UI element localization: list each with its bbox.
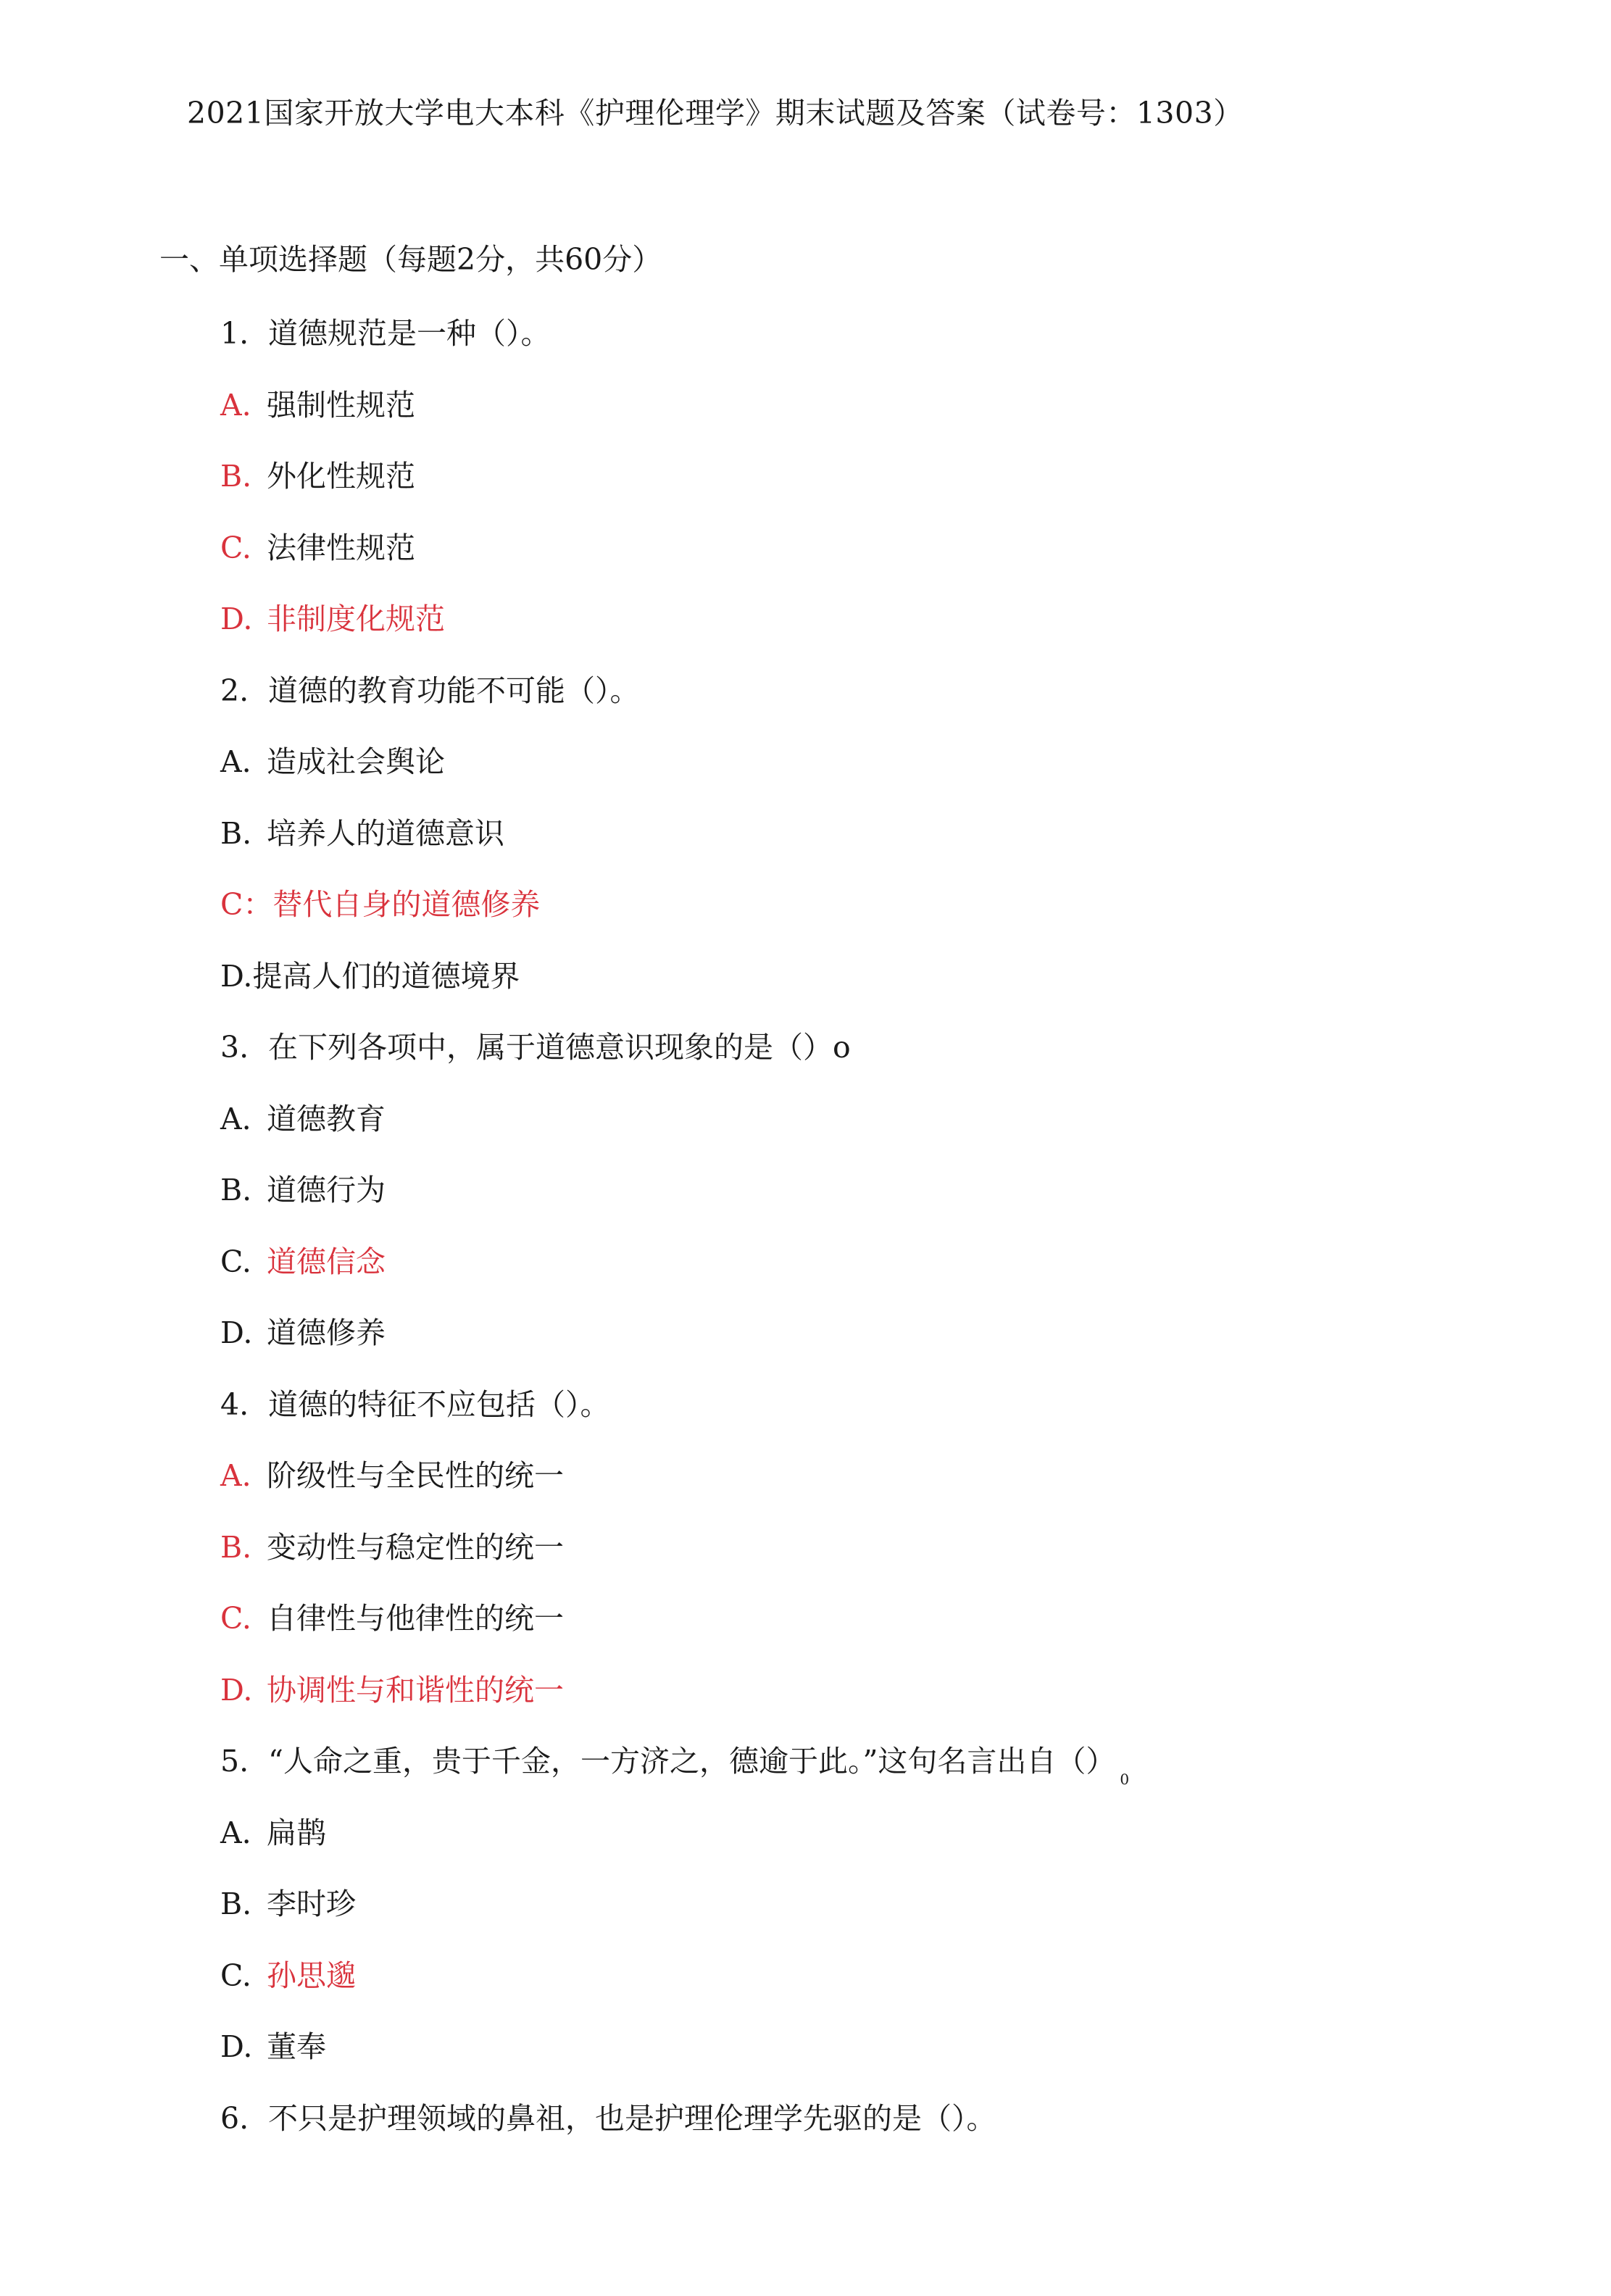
option-text: 非制度化规范 xyxy=(267,602,445,636)
question-number: 6. xyxy=(220,2100,249,2136)
question-5 xyxy=(220,1741,1583,1813)
option-4a xyxy=(220,1455,1583,1527)
option-1b xyxy=(220,456,1583,528)
option-label: C. xyxy=(220,530,251,565)
option-text: 李时珍 xyxy=(267,1887,356,1921)
option-label: B. xyxy=(220,1887,252,1921)
question-stem: 在下列各项中，属于道德意识现象的是（）o xyxy=(268,1030,851,1065)
option-text: 道德信念 xyxy=(267,1244,386,1279)
question-number: 1. xyxy=(220,316,249,351)
question-1 xyxy=(220,313,1583,385)
option-2b xyxy=(220,813,1583,885)
option-3c-answer xyxy=(220,1241,1583,1313)
option-5d xyxy=(220,2026,1583,2098)
option-text: 造成社会舆论 xyxy=(267,744,445,779)
option-text: 道德行为 xyxy=(267,1173,386,1207)
question-number: 4. xyxy=(220,1386,249,1422)
question-number: 2. xyxy=(220,673,249,708)
option-label: A. xyxy=(220,1815,251,1850)
question-list xyxy=(220,313,1583,2169)
option-text: 替代自身的道德修养 xyxy=(272,887,541,922)
question-number: 5. xyxy=(220,1744,249,1779)
option-text: 阶级性与全民性的统一 xyxy=(267,1458,564,1493)
option-text: 扁鹊 xyxy=(267,1815,326,1850)
option-label: A. xyxy=(220,1101,251,1136)
option-3d xyxy=(220,1313,1583,1384)
option-label: D. xyxy=(220,1672,253,1708)
option-label: A. xyxy=(220,1458,251,1493)
option-text: 变动性与稳定性的统一 xyxy=(267,1529,564,1565)
option-text: 提高人们的道德境界 xyxy=(252,958,520,994)
option-label: D. xyxy=(220,602,253,636)
option-label: C： xyxy=(220,887,273,922)
option-4c xyxy=(220,1598,1583,1670)
option-text: 培养人的道德意识 xyxy=(267,815,504,851)
question-stem: 道德的教育功能不可能（）。 xyxy=(268,673,640,708)
option-label: B. xyxy=(220,1173,252,1207)
option-4d-answer xyxy=(220,1670,1583,1742)
option-3a xyxy=(220,1099,1583,1170)
option-1a xyxy=(220,385,1583,457)
question-4 xyxy=(220,1384,1583,1456)
option-text: 道德教育 xyxy=(267,1101,386,1136)
question-6 xyxy=(220,2098,1583,2170)
stem-tail-mark: 0 xyxy=(1120,1771,1130,1788)
option-label: A. xyxy=(220,387,251,423)
question-3 xyxy=(220,1027,1583,1099)
option-label: C. xyxy=(220,1958,251,1993)
option-2a xyxy=(220,741,1583,813)
option-text: 董奉 xyxy=(267,2029,326,2064)
option-2d xyxy=(220,956,1583,1028)
option-1d-answer xyxy=(220,599,1583,670)
option-5a xyxy=(220,1813,1583,1884)
question-stem: 道德规范是一种（）。 xyxy=(268,316,551,351)
option-label: A. xyxy=(220,744,251,779)
document-title: 2021国家开放大学电大本科《护理伦理学》期末试题及答案（试卷号：1303） xyxy=(187,96,1244,130)
option-4b xyxy=(220,1527,1583,1599)
question-stem: “人命之重，贵于千金，一方济之，德逾于此。”这句名言出自（） xyxy=(268,1744,1116,1779)
option-5c-answer xyxy=(220,1955,1583,2027)
section-heading: 一、单项选择题（每题2分，共60分） xyxy=(159,242,662,277)
question-stem: 道德的特征不应包括（）。 xyxy=(268,1386,610,1422)
option-text: 孙思邈 xyxy=(267,1958,356,1993)
option-text: 法律性规范 xyxy=(267,530,415,565)
question-number: 3. xyxy=(220,1030,249,1065)
option-text: 强制性规范 xyxy=(267,387,415,423)
option-label: B. xyxy=(220,459,252,494)
option-label: D. xyxy=(220,958,253,994)
option-text: 协调性与和谐性的统一 xyxy=(267,1672,564,1708)
option-label: D. xyxy=(220,1315,253,1350)
option-1c xyxy=(220,528,1583,599)
question-2 xyxy=(220,670,1583,742)
option-5b xyxy=(220,1884,1583,1955)
option-label: C. xyxy=(220,1601,251,1636)
option-3b xyxy=(220,1170,1583,1241)
option-label: C. xyxy=(220,1244,251,1279)
option-text: 外化性规范 xyxy=(267,459,415,494)
option-2c-answer xyxy=(220,884,1583,956)
option-label: D. xyxy=(220,2029,253,2064)
question-stem: 不只是护理领域的鼻祖，也是护理伦理学先驱的是（）。 xyxy=(268,2100,996,2136)
option-text: 道德修养 xyxy=(267,1315,386,1350)
option-text: 自律性与他律性的统一 xyxy=(267,1601,564,1636)
option-label: B. xyxy=(220,1529,252,1565)
option-label: B. xyxy=(220,815,252,851)
